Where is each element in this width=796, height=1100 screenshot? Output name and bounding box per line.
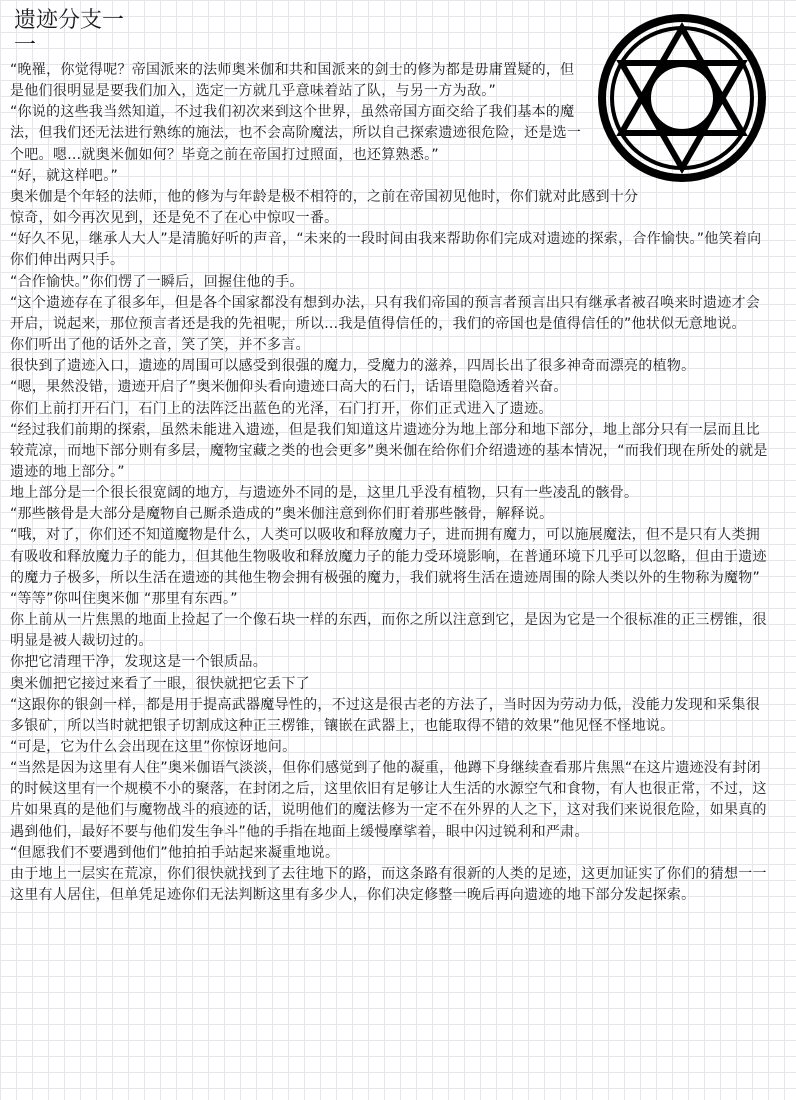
page-title: 遗迹分支一 — [14, 8, 125, 33]
paragraph: “好，就这样吧。” — [10, 167, 119, 184]
paragraph: “可是，它为什么会出现在这里”你惊讶地问。 — [10, 739, 297, 755]
paragraph: 很快到了遗迹入口，遗迹的周围可以感受到很强的魔力，受魔力的滋养，四周长出了很多神奇而漂亮的植物。 — [10, 358, 696, 375]
paragraph: “这个遗迹存在了很多年，但是各个国家都没有想到办法，只有我们帝国的预言者预言出只有继承者被召唤来时遗迹才会开启，说起来，那位预言者还是我的先祖呢，所以…我是值得信任的，我们的帝国也是值得信任的”他状似无意地说。 — [10, 294, 761, 332]
paragraph: 奥米伽把它接过来看了一眼，很快就把它丢下了 — [10, 675, 310, 692]
paragraph: 你上前从一片焦黑的地面上捡起了一个像石块一样的东西，而你之所以注意到它，是因为它是一个很标准的正三楞锥，很明显是被人裁切过的。 — [10, 612, 767, 650]
paragraph: “这跟你的银剑一样，都是用于提高武器魔导性的，不过这是很古老的方法了，当时因为劳动力低，没能力发现和采集很多银矿，所以当时就把银子切割成这种正三楞锥，镶嵌在武器上，也能取得不错的效果”他见怪不怪地说。 — [10, 696, 761, 734]
paragraph: “那些骸骨是大部分是魔物自己厮杀造成的”奥米伽注意到你们盯着那些骸骨，解释说。 — [10, 506, 554, 523]
paragraph: 你把它清理干净，发现这是一个银质品。 — [10, 654, 268, 671]
paragraph: 奥米伽是个年轻的法师，他的修为与年龄是极不相符的，之前在帝国初见他时，你们就对此感到十分惊奇，如今再次见到，还是免不了在心中惊叹一番。 — [10, 188, 639, 227]
paragraph: “哦，对了，你们还不知道魔物是什么，人类可以吸收和释放魔力子，进而拥有魔力，可以施展魔法，但不是只有人类拥有吸收和释放魔力子的能力，但其他生物吸收和释放魔力子的能力受环境影响，在普通环境下几乎可以忽略，但由于遗迹的魔力子极多，所以生活在遗迹的其他生物会拥有极强的魔力，我们就将生活在遗迹周围的除人类以外的生物称为魔物” — [10, 527, 767, 586]
paragraph: “经过我们前期的探索，虽然未能进入遗迹，但是我们知道这片遗迹分为地上部分和地下部分，地上部分只有一层而且比较荒凉，而地下部分则有多层，魔物宝藏之类的也会更多”奥米伽在给你们介绍遗迹的基本情况，“而我们现在所处的就是遗迹的地上部分。” — [10, 421, 768, 480]
paragraph: 你们听出了他的话外之音，笑了笑，并不多言。 — [10, 337, 310, 354]
paragraph: 你们上前打开石门，石门上的法阵泛出蓝色的光泽，石门打开，你们正式进入了遗迹。 — [10, 400, 553, 417]
paragraph: “当然是因为这里有人住”奥米伽语气淡淡，但你们感觉到了他的凝重，他蹲下身继续查看那片焦黑“在这片遗迹没有封闭的时候这里有一个规模不小的聚落，在封闭之后，这里依旧有足够让人生活的水源空气和食物，有人也很正常，不过，这片如果真的是他们与魔物战斗的痕迹的话，说明他们的魔法修为一定不在外界的人之下，这对我们来说很危险，如果真的遇到他们，最好不要与他们发生争斗”他的手指在地面上缓慢摩挲着，眼中闪过锐利和严肃。 — [10, 760, 767, 840]
paragraph: “嗯，果然没错，遗迹开启了”奥米伽仰头看向遗迹口高大的石门，话语里隐隐透着兴奋。 — [10, 379, 568, 396]
title-dash: 一 — [14, 33, 37, 58]
paragraph: “等等”你叫住奥米伽 “那里有东西。” — [10, 590, 238, 607]
paragraph: “好久不见，继承人大人”是清脆好听的声音，“未来的一段时间由我来帮助你们完成对遗迹的探索，合作愉快。”他笑着向你们伸出两只手。 — [10, 231, 762, 269]
paragraph: “晚罹，你觉得呢？帝国派来的法师奥米伽和共和国派来的剑士的修为都是毋庸置疑的，但是他们很明显是要我们加入，选定一方就几乎意味着站了队，与另一方为敌。” — [10, 62, 575, 100]
paragraph: “但愿我们不要遇到他们”他拍拍手站起来凝重地说。 — [10, 844, 340, 861]
paragraph: “你说的这些我当然知道，不过我们初次来到这个世界，虽然帝国方面交给了我们基本的魔法，但我们还无法进行熟练的施法，也不会高阶魔法，所以自己探索遗迹很危险，还是选一个吧。嗯…就奥米伽如何？毕竟之前在帝国打过照面，也还算熟悉。” — [10, 104, 582, 163]
paragraph: 由于地上一层实在荒凉，你们很快就找到了去往地下的路，而这条路有很新的人类的足迹，这更加证实了你们的猜想一一这里有人居住，但单凭足迹你们无法判断这里有多少人，你们决定修整一晚后再向遗迹的地下部分发起探索。 — [10, 865, 767, 904]
paragraph: 地上部分是一个很长很宽阔的地方，与遗迹外不同的是，这里几乎没有植物，只有一些凌乱的骸骨。 — [10, 485, 639, 502]
paragraph: “合作愉快。”你们愣了一瞬后，回握住他的手。 — [10, 273, 304, 290]
story-body — [10, 60, 772, 906]
